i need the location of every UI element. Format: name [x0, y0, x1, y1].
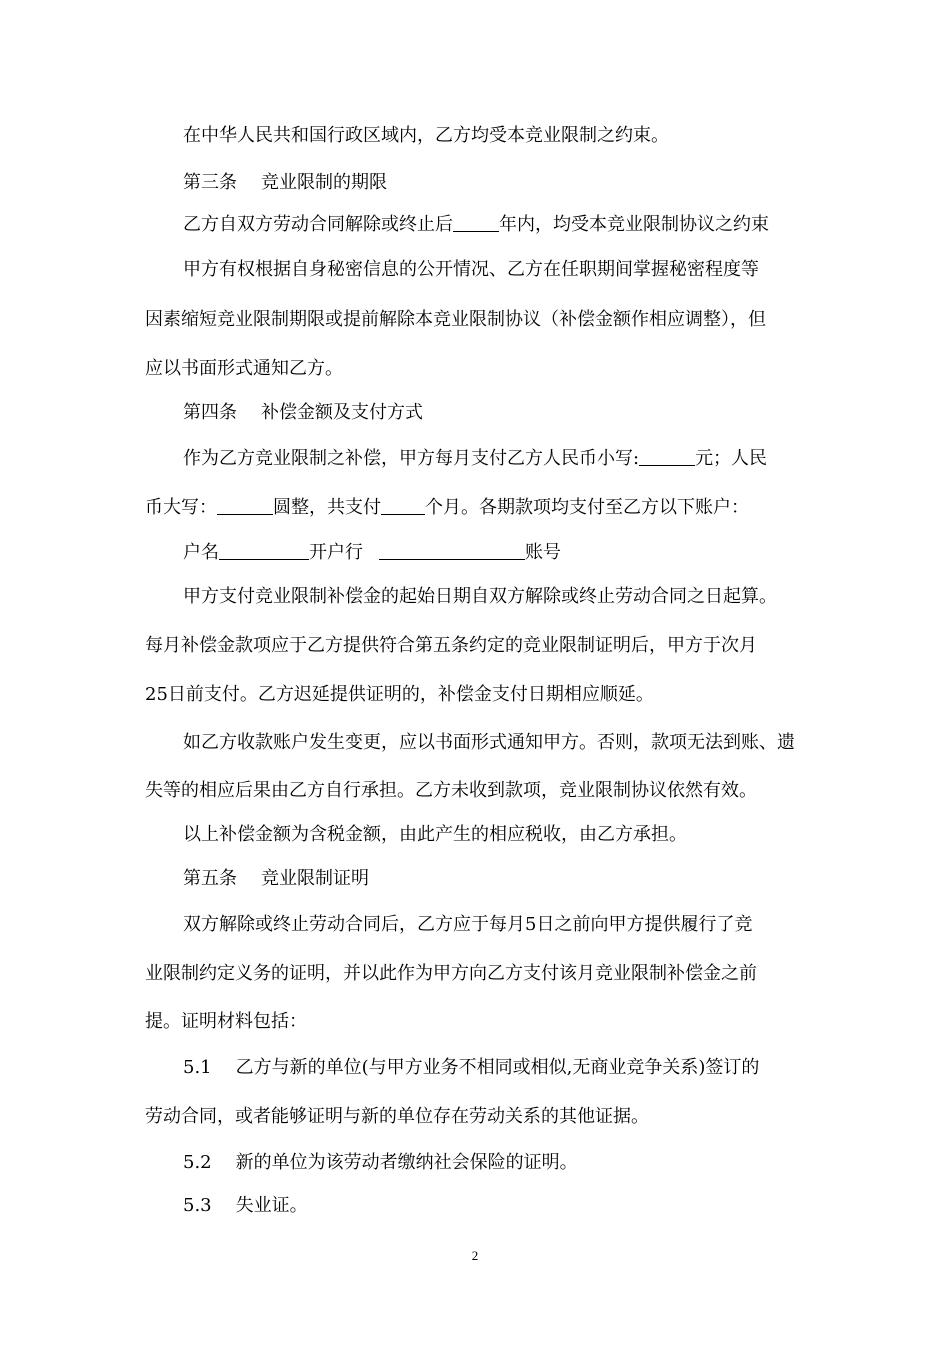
blank-amount-words	[217, 496, 273, 515]
paragraph-line: 乙方自双方劳动合同解除或终止后 年内，均受本竞业限制协议之约束	[183, 214, 769, 235]
paragraph-line: 甲方有权根据自身秘密信息的公开情况、乙方在任职期间掌握秘密程度等	[183, 259, 759, 280]
paragraph-line: 作为乙方竞业限制之补偿，甲方每月支付乙方人民币小写: 元；人民	[183, 448, 768, 469]
article-number: 第四条	[183, 402, 237, 423]
page-number: 2	[471, 1248, 479, 1263]
paragraph-line: 在中华人民共和国行政区域内，乙方均受本竞业限制之约束。	[183, 125, 669, 146]
blank-amount-figures	[639, 447, 695, 466]
paragraph-line: 25日前支付。乙方迟延提供证明的，补偿金支付日期相应顺延。	[145, 684, 654, 705]
article-number: 第五条	[183, 868, 237, 889]
paragraph-line: 每月补偿金款项应于乙方提供符合第五条约定的竞业限制证明后，甲方于次月	[145, 635, 757, 656]
blank-bank	[379, 541, 525, 560]
article-title: 竞业限制证明	[261, 868, 369, 889]
paragraph-line: 劳动合同，或者能够证明与新的单位存在劳动关系的其他证据。	[145, 1106, 649, 1127]
paragraph-line: 因素缩短竞业限制期限或提前解除本竞业限制协议（补偿金额作相应调整），但	[145, 309, 766, 330]
blank-years	[453, 213, 499, 232]
clause-number: 5.1	[183, 1057, 212, 1078]
article-number: 第三条	[183, 172, 237, 193]
blank-account-name	[219, 541, 309, 560]
paragraph-line: 应以书面形式通知乙方。	[145, 358, 343, 379]
paragraph-line: 户名 开户行 账号	[183, 542, 561, 563]
paragraph-line: 双方解除或终止劳动合同后，乙方应于每月5日之前向甲方提供履行了竞	[183, 914, 753, 935]
clause-number: 5.3	[183, 1195, 212, 1216]
paragraph-line: 币大写： 圆整，共支付 个月。各期款项均支付至乙方以下账户：	[145, 497, 749, 518]
clause-line: 5.2 新的单位为该劳动者缴纳社会保险的证明。	[183, 1152, 578, 1173]
clause-line: 5.3 失业证。	[183, 1195, 308, 1216]
article-heading	[183, 401, 853, 425]
paragraph-line: 如乙方收款账户发生变更，应以书面形式通知甲方。否则，款项无法到账、遗	[183, 732, 795, 753]
paragraph-line: 以上补偿金额为含税金额，由此产生的相应税收，由乙方承担。	[183, 824, 687, 845]
article-heading	[183, 867, 853, 891]
blank-months	[381, 496, 425, 515]
article-heading	[183, 171, 853, 195]
paragraph-line: 失等的相应后果由乙方自行承担。乙方未收到款项，竞业限制协议依然有效。	[145, 780, 757, 801]
paragraph-line: 甲方支付竞业限制补偿金的起始日期自双方解除或终止劳动合同之日起算。	[183, 586, 777, 607]
clause-line: 5.1 乙方与新的单位(与甲方业务不相同或相似,无商业竞争关系)签订的	[183, 1057, 760, 1078]
clause-number: 5.2	[183, 1152, 212, 1173]
paragraph-line: 业限制约定义务的证明，并以此作为甲方向乙方支付该月竞业限制补偿金之前	[145, 963, 757, 984]
paragraph-line: 提。证明材料包括：	[145, 1011, 307, 1032]
article-title: 竞业限制的期限	[261, 172, 387, 193]
article-title: 补偿金额及支付方式	[261, 402, 423, 423]
